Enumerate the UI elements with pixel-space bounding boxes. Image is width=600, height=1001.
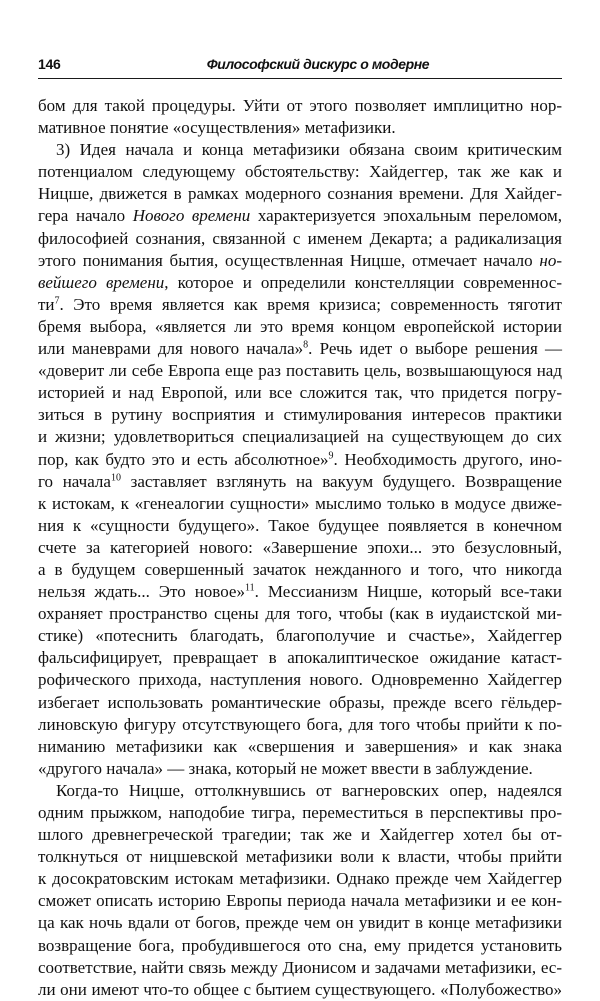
text-line: ния к «сущности будущего». Такое будущее появляется в конечном: [38, 515, 562, 535]
text-fragment: , которое и определили констелляции современнос-: [164, 272, 563, 292]
text-fragment: характеризуется эпохальным переломом,: [250, 206, 562, 226]
text-line: потенциалом следующему обстоятельству: Хайдеггер, так же как и: [38, 162, 562, 182]
text-line: фальсифицирует, превращает в апокалиптическое ожидание катаст-: [38, 648, 562, 668]
running-title: Философский дискурс о модерне: [206, 56, 430, 72]
text-fragment: . Необходимость другого, ино-: [333, 449, 562, 469]
text-line: соответствие, найти связь между Дионисом и задачами метафизики, ес-: [38, 957, 562, 977]
footnote-ref: 9: [328, 449, 334, 461]
text-line: [38, 471, 562, 493]
text-fragment: пор, как будто это и есть абсолютное»: [38, 449, 329, 469]
book-page: [38, 52, 562, 1001]
text-line: одним прыжком, наподобие тигра, переместиться в перспективы про-: [38, 803, 562, 822]
text-fragment: этого понимания бытия, осуществленная Ницше, отмечает начало: [38, 250, 540, 270]
text-line: 3) Идея начала и конца метафизики обязана своим критическим: [56, 140, 562, 160]
text-line: к истокам, к «генеалогии сущности» мыслимо только в модусе движе-: [38, 493, 562, 513]
text-fragment: заставляет взглянуть на вакуум будущего. Возвращение: [120, 471, 562, 491]
text-line: и жизни; удовлетвориться специализацией на существующем до сих: [38, 427, 562, 447]
text-line: [38, 250, 562, 272]
text-line: философией сознания, связанной с именем Декарта; а радикализация: [38, 228, 562, 248]
footnote-ref: 8: [303, 339, 309, 351]
text-line: [38, 294, 562, 316]
text-line: ца как ночь вдали от богов, прежде чем он увидит в конце метафизики: [38, 913, 562, 933]
text-line: «доверит ли себе Европа еще раз поставить цель, возвышающуюся над: [38, 361, 562, 381]
text-line: историей и над Европой, или все сложится так, что придется погру-: [38, 383, 562, 403]
italic-text: вейшего времени: [38, 272, 165, 292]
text-line: охраняет пространство сцены для того, чтобы (как в иудаистской ми-: [38, 604, 562, 624]
text-line: [38, 205, 562, 227]
text-line: счете за категорией нового: «Завершение эпохи... это безусловный,: [38, 537, 562, 557]
text-fragment: или маневрами для нового начала»: [38, 339, 304, 359]
text-line: [38, 338, 562, 360]
text-line: линовскую фигуру отсутствующего бога, для того чтобы прийти к по-: [38, 714, 562, 734]
text-line: сможет описать историю Европы периода начала метафизики и ее кон-: [38, 891, 562, 911]
text-line: избегает использовать романтические образы, прежде всего гёльдер-: [38, 692, 562, 712]
text-line: [38, 449, 562, 471]
text-line: «другого начала» — знака, который не может ввести в заблуждение.: [38, 758, 533, 778]
text-line: возвращение бога, пробудившегося ото сна, ему придется установить: [38, 935, 562, 955]
text-line: [38, 272, 562, 294]
text-line: а в будущем совершенный зачаток нежданного и того, что никогда: [38, 559, 562, 579]
text-line: рофического прихода, наступления нового. Одновременно Хайдеггер: [38, 670, 562, 690]
text-fragment: гера начало: [38, 206, 133, 226]
text-fragment: ти: [38, 294, 55, 314]
text-line: к досократовским истокам метафизики. Однако прежде чем Хайдеггер: [38, 869, 562, 889]
footnote-ref: 7: [54, 295, 60, 307]
text-fragment: . Речь идет о выборе решения —: [308, 339, 562, 359]
text-line: бремя выбора, «является ли это время концом европейской истории: [38, 316, 562, 336]
text-line: стике) «потеснить благодать, благополучие и счастье», Хайдеггер: [38, 626, 562, 646]
body-text: [38, 95, 562, 1001]
text-line: [38, 581, 562, 603]
text-line: бом для такой процедуры. Уйти от этого позволяет имплицитно нор-: [38, 96, 562, 115]
footnote-ref: 10: [110, 471, 121, 483]
text-line: зиться в рутину восприятия и стимулирования интересов практики: [38, 405, 562, 425]
text-fragment: . Это время является как время кризиса; современность тяготит: [59, 294, 562, 314]
footnote-ref: 11: [244, 582, 255, 594]
text-line: мативное понятие «осуществления» метафизики.: [38, 118, 396, 138]
text-line: толкнуться от ницшевской метафизики воли к власти, чтобы прийти: [38, 847, 562, 867]
italic-text: но-: [539, 250, 562, 270]
text-line: Ницше, движется в рамках модерного сознания времени. Для Хайдег-: [38, 184, 562, 204]
text-line: ли они имеют что-то общее с бытием существующего. «Полубожество»: [38, 979, 562, 999]
page-header: [38, 52, 562, 79]
text-line: Когда-то Ницше, оттолкнувшись от вагнеровских опер, надеялся: [56, 780, 562, 800]
text-fragment: . Мессианизм Ницше, который все-таки: [254, 582, 562, 602]
text-line: шлого древнегреческой трагедии; так же и Хайдеггер хотел бы от-: [38, 825, 562, 845]
text-fragment: го начала: [38, 471, 111, 491]
text-fragment: нельзя ждать... Это новое»: [38, 582, 245, 602]
text-line: ниманию метафизики как «свершения и завершения» и как знака: [38, 736, 562, 756]
italic-text: Нового времени: [132, 206, 251, 226]
page-number: 146: [38, 56, 61, 72]
